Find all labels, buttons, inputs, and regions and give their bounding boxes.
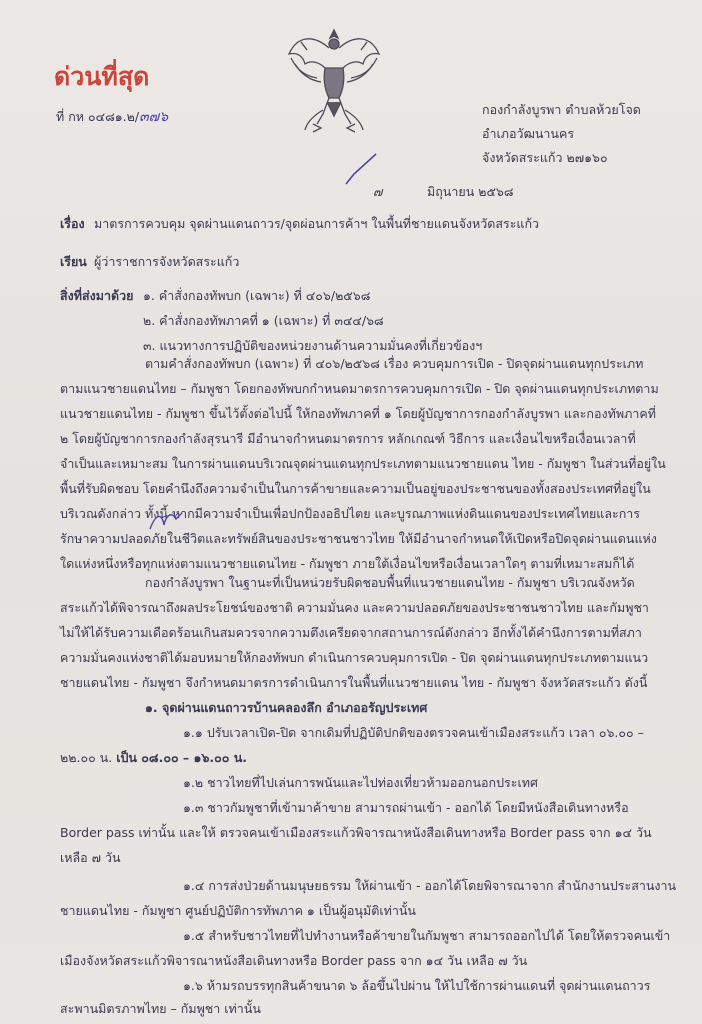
subject-label: เรื่อง [60,216,85,231]
section-1-heading: ๑. จุดผ่านแดนถาวรบ้านคลองลึก อำเภออรัญประเทศ [145,700,428,715]
date-month-year: มิถุนายน ๒๕๖๘ [427,184,514,199]
paragraph-2-line: สระแก้วได้พิจารณาถึงผลประโยชน์ของชาติ ความมั่นคง และความปลอดภัยของประชาชนชาวไทย และกัมพูชา [60,600,649,615]
document-number [56,110,168,124]
recipient-row [60,256,239,269]
item-1-3-line: เหลือ ๗ วัน [60,850,121,865]
paragraph-2-line: ชายแดนไทย - กัมพูชา จึงกำหนดมาตรการดำเนินการในพื้นที่แนวชายแดน ไทย - กัมพูชา จังหวัดสระแก้ว ดังนี้ [60,675,648,690]
enclosure-item: ๓. แนวทางการปฏิบัติของหน่วยงานด้านความมั่นคงที่เกี่ยวข้องฯ [143,338,483,353]
paragraph-1-line: จำเป็นและเหมาะสม ในการผ่านแดนบริเวณจุดผ่านแดนทุกประเภทตามแนวชายแดน ไทย - กัมพูชา ในส่วนที่อยู่ใน [60,456,666,471]
paragraph-1-line: ใดแห่งหนึ่งหรือทุกแห่งตามแนวชายแดนไทย - กัมพูชา ภายใต้เงื่อนไขหรือเงื่อนเวลาใดๆ ตามที่เหมาะสมก็ได้ [60,556,635,571]
letter-date [373,186,514,199]
date-day: ๗ [373,184,383,199]
handwritten-initial-icon [146,505,186,535]
item-1-4-line: ชายแดนไทย - กัมพูชา ศูนย์ปฏิบัติการทัพภาค ๑ เป็นผู้อนุมัติเท่านั้น [60,903,416,918]
item-1-1-line [60,752,247,765]
paragraph-2-line: ไม่ให้ได้รับความเดือดร้อนเกินสมควรจากความตึงเครียดจากสถานการณ์ดังกล่าว อีกทั้งได้คำนึงการตามที่สภา [60,625,642,640]
recipient-label: เรียน [60,254,87,269]
item-1-1-line: ๑.๑ ปรับเวลาเปิด-ปิด จากเดิมที่ปฏิบัติปกติของตรวจคนเข้าเมืองสระแก้ว เวลา ๐๖.๐๐ – [183,725,644,740]
enclosure-item: ๑. คำสั่งกองทัพบก (เฉพาะ) ที่ ๔๐๖/๒๕๖๘ [143,288,371,303]
item-1-3-line: ๑.๓ ชาวกัมพูชาที่เข้ามาค้าขาย สามารถผ่านเข้า - ออกได้ โดยมีหนังสือเดินทางหรือ [183,800,629,815]
garuda-emblem-icon [283,24,385,136]
paragraph-1-line: ๒ โดยผู้บัญชาการกองกำลังสุรนารี มีอำนาจกำหนดมาตรการ หลักเกณฑ์ วิธีการ และเงื่อนไขหรือเงื่อนเวลาที่ [60,431,636,446]
sender-address-line-1: กองกำลังบูรพา ตำบลห้วยโจด [482,102,641,117]
item-1-5-line: ๑.๕ สำหรับชาวไทยที่ไปทำงานหรือค้าขายในกัมพูชา สามารถออกไปได้ โดยให้ตรวจคนเข้า [183,928,671,943]
item-1-6-line: ๑.๖ ห้ามรถบรรทุกสินค้าขนาด ๖ ล้อขึ้นไปผ่าน ให้ไปใช้การผ่านแดนที่ จุดผ่านแดนถาวร [183,978,651,993]
enclosures-label: สิ่งที่ส่งมาด้วย [60,288,134,303]
item-1-6-line: สะพานมิตรภาพไทย – กัมพูชา เท่านั้น [60,1001,261,1016]
item-1-2-line: ๑.๒ ชาวไทยที่ไปเล่นการพนันและไปท่องเที่ยวห้ามออกนอกประเทศ [183,775,538,790]
item-1-1-new-time: เป็น ๐๘.๐๐ – ๑๖.๐๐ น. [116,750,248,765]
recipient-text: ผู้ว่าราชการจังหวัดสระแก้ว [94,254,240,269]
paragraph-1-line: แนวชายแดนไทย - กัมพูชา ขึ้นไว้ตั้งต่อไปนี้ ให้กองทัพภาคที่ ๑ โดยผู้บัญชาการกองกำลังบูรพา และกองทัพภาคที่ [60,406,656,421]
item-1-5-line: เมืองจังหวัดสระแก้วพิจารณาหนังสือเดินทางหรือ Border pass จาก ๑๔ วัน เหลือ ๗ วัน [60,953,528,968]
paragraph-1-line: ตามแนวชายแดนไทย – กัมพูชา โดยกองทัพบกกำหนดมาตรการควบคุมการเปิด - ปิด จุดผ่านแดนทุกประเภทตาม [60,381,659,396]
document-number-prefix: ที่ กห ๐๔๘๑.๒/ [56,109,140,124]
sender-address-line-2: อำเภอวัฒนานคร [482,126,575,141]
subject-row [60,218,539,231]
document-number-handwritten: ๓๗๖ [139,109,169,125]
enclosure-item: ๒. คำสั่งกองทัพภาคที่ ๑ (เฉพาะ) ที่ ๓๔๔/๖๘ [143,313,384,328]
paragraph-1-line: รักษาความปลอดภัยในชีวิตและทรัพย์สินของประชาชนชาวไทย ให้มีอำนาจกำหนดให้เปิดหรือปิดจุดผ่านแดนแห่ง [60,531,657,546]
paragraph-1-line: พื้นที่รับผิดชอบ โดยคำนึงถึงความจำเป็นในการค้าขายและความเป็นอยู่ของประชาชนของทั้งสองประเทศที่อยู่ใน [60,481,651,496]
paragraph-1-line: บริเวณดังกล่าว ทั้งนี้ หากมีความจำเป็นเพื่อปกป้องอธิปไตย และบูรณภาพแห่งดินแดนของประเทศไทยและการ [60,506,641,521]
paragraph-2-line: กองกำลังบูรพา ในฐานะที่เป็นหน่วยรับผิดชอบพื้นที่แนวชายแดนไทย - กัมพูชา บริเวณจังหวัด [145,575,635,590]
item-1-3-line: Border pass เท่านั้น และให้ ตรวจคนเข้าเมืองสระแก้วพิจารณาหนังสือเดินทางหรือ Border pass จาก ๑๔ วัน [60,825,652,840]
sender-address-line-3: จังหวัดสระแก้ว ๒๗๑๖๐ [482,150,608,165]
paragraph-2-line: ความมั่นคงแห่งชาติได้มอบหมายให้กองทัพบก ดำเนินการควบคุมการเปิด - ปิด จุดผ่านแดนทุกประเภทตามแนว [60,650,649,665]
item-1-4-line: ๑.๔ การส่งป่วยด้านมนุษยธรรม ให้ผ่านเข้า - ออกได้โดยพิจารณาจาก สำนักงานประสานงาน [183,878,677,893]
item-1-1-old-time: ๒๒.๐๐ น. [60,750,117,765]
urgency-stamp: ด่วนที่สุด [54,62,150,91]
subject-text: มาตรการควบคุม จุดผ่านแดนถาวร/จุดผ่อนการค้าฯ ในพื้นที่ชายแดนจังหวัดสระแก้ว [94,216,540,231]
paragraph-1-line: ตามคำสั่งกองทัพบก (เฉพาะ) ที่ ๔๐๖/๒๕๖๘ เรื่อง ควบคุมการเปิด - ปิดจุดผ่านแดนทุกประเภท [145,356,644,371]
